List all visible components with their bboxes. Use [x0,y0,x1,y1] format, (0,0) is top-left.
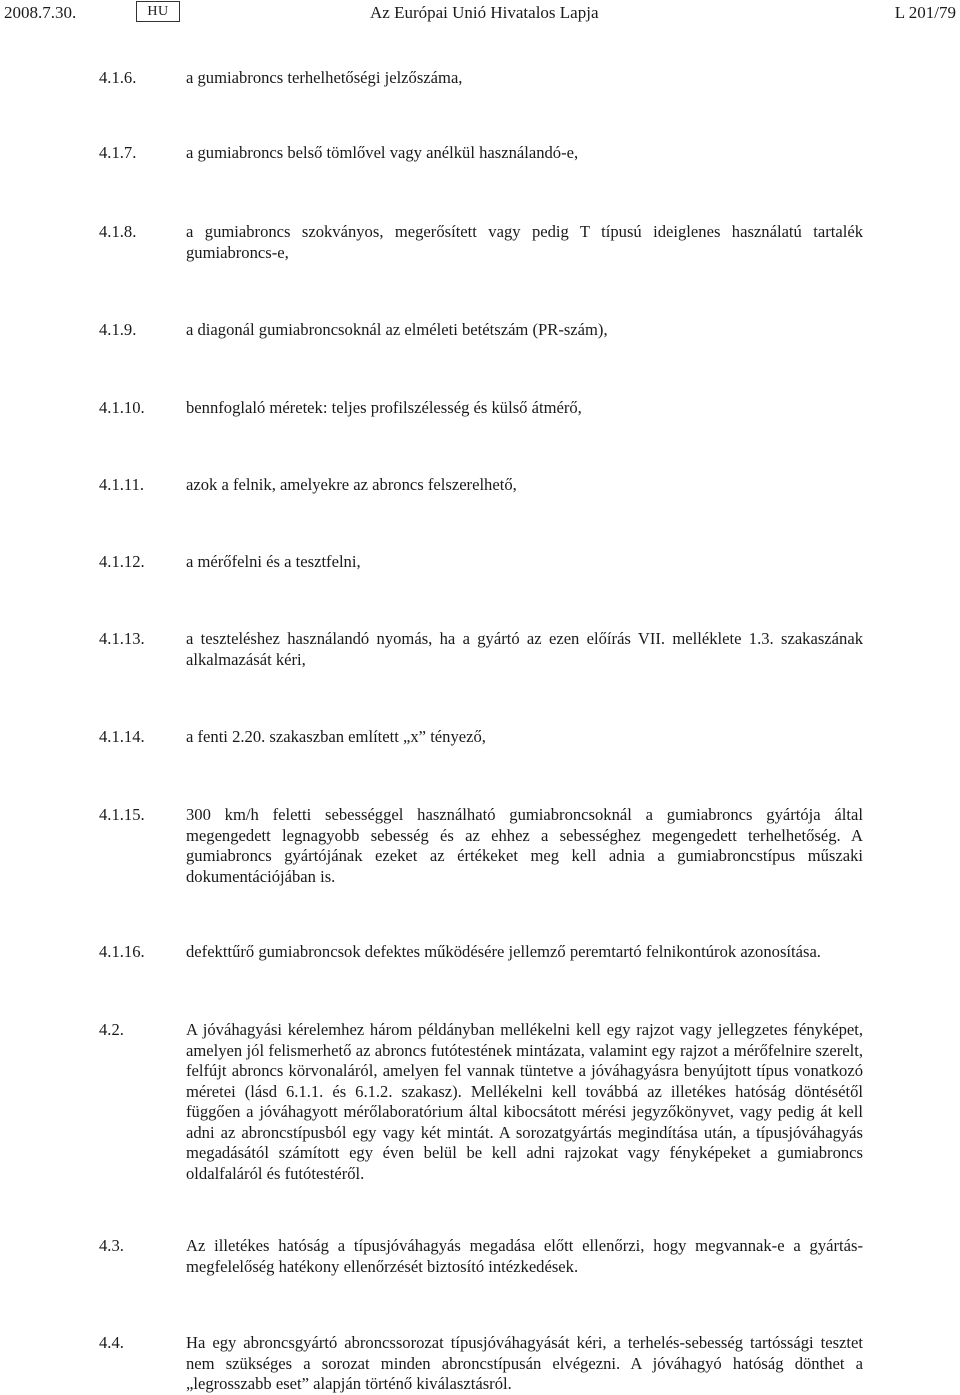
item-text: a gumiabroncs terhelhetőségi jelzőszáma, [186,68,463,87]
journal-title: Az Európai Unió Hivatalos Lapja [370,3,599,22]
item-number: 4.1.16. [99,942,145,961]
item-text: a fenti 2.20. szakaszban említett „x” tényező, [186,727,486,746]
item-text: defekttűrő gumiabroncsok defektes működésére jellemző peremtartó felnikontúrok azonosítása. [186,942,821,961]
item-text: a teszteléshez használandó nyomás, ha a gyártó az ezen előírás VII. melléklete 1.3. szakaszának alkalmazását kéri, [186,629,863,669]
page-header [0,0,960,30]
item-number: 4.1.14. [99,727,145,746]
item-number: 4.1.7. [99,143,137,162]
item-text: azok a felnik, amelyekre az abroncs felszerelhető, [186,475,517,494]
item-number: 4.3. [99,1236,124,1255]
item-text: a gumiabroncs szokványos, megerősített vagy pedig T típusú ideiglenes használatú tartalék gumiabroncs-e, [186,222,863,262]
publication-date: 2008.7.30. [4,3,77,22]
item-text: bennfoglaló méretek: teljes profilszélesség és külső átmérő, [186,398,582,417]
item-number: 4.1.13. [99,629,145,648]
item-text: a mérőfelni és a tesztfelni, [186,552,361,571]
item-text: Az illetékes hatóság a típusjóváhagyás megadása előtt ellenőrzi, hogy megvannak-e a gyártásmegfelelőség hatékony ellenőrzését biztosító intézkedések. [186,1236,863,1276]
item-text: 300 km/h feletti sebességgel használható gumiabroncsoknál a gumiabroncs gyártója által megengedett legnagyobb sebesség és az ehhez a sebességhez megengedett terhelhetőség. A gumiabroncs gyártójának ezeket az értékeket meg kell adnia a gumiabroncstípus műszaki dokumentációjában is. [186,805,863,886]
item-number: 4.1.12. [99,552,145,571]
item-text: a gumiabroncs belső tömlővel vagy anélkül használandó-e, [186,143,579,162]
item-number: 4.1.11. [99,475,145,494]
item-number: 4.1.8. [99,222,137,241]
item-number: 4.1.10. [99,398,145,417]
item-number: 4.1.9. [99,320,137,339]
item-text: a diagonál gumiabroncsoknál az elméleti betétszám (PR-szám), [186,320,608,339]
item-text: Ha egy abroncsgyártó abroncssorozat típusjóváhagyását kéri, a terhelés-sebesség tartóssági tesztet nem szükséges a sorozat minden abroncstípusán elvégezni. A jóváhagyó hatóság dönthet a „legrosszabb eset” alapján történő kiválasztásról. [186,1333,863,1393]
item-number: 4.2. [99,1020,124,1039]
page-reference: L 201/79 [894,3,956,22]
item-number: 4.1.15. [99,805,145,824]
item-text: A jóváhagyási kérelemhez három példányban mellékelni kell egy rajzot vagy jellegzetes fényképet, amelyen jól felismerhető az abroncs futótestének mintázata, valamint egy rajzot a mérőfelnire szerelt, felfújt abroncs körvonaláról, amelyen fel vannak tüntetve a jóváhagyásra benyújtott típus vonatkozó méretei (lásd 6.1.1. és 6.1.2. szakasz). Mellékelni kell továbbá az illetékes hatóság döntésétől függően a jóváhagyott mérőlaboratórium által kibocsátott mérési jegyzőkönyvet, vagy pedig át kell adni az abroncstípusból egy vagy két mintát. A sorozatgyártás megindítása után, a típusjóváhagyás megadásától számított egy éven belül be kell adni rajzokat vagy fényképeket a gumiabroncs oldalfaláról és futótestéről. [186,1020,863,1183]
item-number: 4.1.6. [99,68,137,87]
language-badge: HU [136,1,180,22]
item-number: 4.4. [99,1333,124,1352]
